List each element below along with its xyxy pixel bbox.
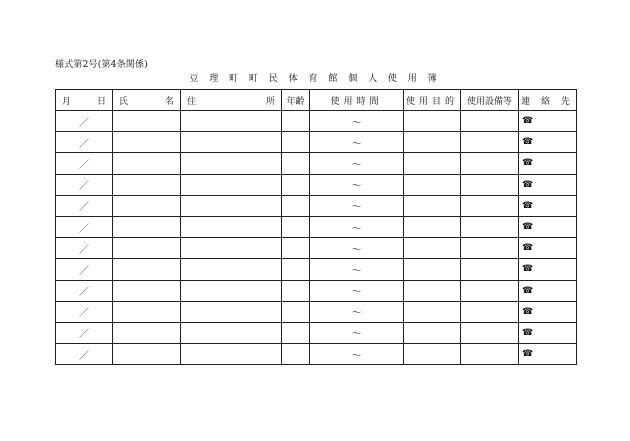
header-contact-label: 連 絡 先	[521, 96, 574, 107]
phone-icon: ☎	[522, 137, 534, 148]
time-separator: ～	[351, 308, 362, 320]
date-separator: ／	[79, 308, 89, 320]
contact-cell[interactable]	[519, 153, 577, 174]
table-row	[56, 322, 577, 343]
header-purpose	[404, 90, 461, 111]
time-separator: ～	[351, 265, 362, 277]
header-address-second: 所	[265, 96, 275, 107]
date-separator: ／	[79, 181, 89, 193]
date-cell[interactable]	[56, 153, 113, 174]
time-cell[interactable]	[310, 344, 404, 365]
date-separator: ／	[79, 287, 89, 299]
date-separator: ／	[79, 138, 89, 150]
header-date-month: 月	[62, 96, 72, 107]
date-cell[interactable]	[56, 259, 113, 280]
contact-cell[interactable]	[519, 280, 577, 301]
name-cell[interactable]	[113, 238, 181, 259]
age-cell[interactable]	[282, 132, 310, 153]
address-cell[interactable]	[181, 153, 282, 174]
contact-cell[interactable]	[519, 344, 577, 365]
table-row	[56, 111, 577, 132]
time-separator: ～	[351, 350, 362, 362]
age-cell[interactable]	[282, 259, 310, 280]
name-cell[interactable]	[113, 153, 181, 174]
name-cell[interactable]	[113, 322, 181, 343]
date-cell[interactable]	[56, 111, 113, 132]
header-name-given: 名	[164, 96, 174, 107]
date-cell[interactable]	[56, 195, 113, 216]
address-cell[interactable]	[181, 280, 282, 301]
date-cell[interactable]	[56, 174, 113, 195]
header-equipment	[461, 90, 519, 111]
phone-icon: ☎	[522, 349, 534, 360]
age-cell[interactable]	[282, 301, 310, 322]
address-cell[interactable]	[181, 344, 282, 365]
header-address-first: 住	[187, 96, 197, 107]
time-cell[interactable]	[310, 238, 404, 259]
date-separator: ／	[79, 117, 89, 129]
date-cell[interactable]	[56, 280, 113, 301]
contact-cell[interactable]	[519, 132, 577, 153]
name-cell[interactable]	[113, 132, 181, 153]
phone-icon: ☎	[522, 306, 534, 317]
table-row	[56, 301, 577, 322]
phone-icon: ☎	[522, 243, 534, 254]
time-separator: ～	[351, 202, 362, 214]
purpose-cell[interactable]	[404, 153, 461, 174]
equipment-cell[interactable]	[461, 216, 519, 237]
header-row	[56, 90, 577, 111]
date-separator: ／	[79, 159, 89, 171]
age-cell[interactable]	[282, 238, 310, 259]
address-cell[interactable]	[181, 238, 282, 259]
date-cell[interactable]	[56, 216, 113, 237]
time-cell[interactable]	[310, 259, 404, 280]
header-age-label: 年齢	[286, 96, 305, 107]
time-cell[interactable]	[310, 216, 404, 237]
register-body	[56, 111, 577, 365]
address-cell[interactable]	[181, 132, 282, 153]
date-cell[interactable]	[56, 132, 113, 153]
age-cell[interactable]	[282, 280, 310, 301]
contact-cell[interactable]	[519, 259, 577, 280]
age-cell[interactable]	[282, 216, 310, 237]
phone-icon: ☎	[522, 200, 534, 211]
phone-icon: ☎	[522, 179, 534, 190]
time-cell[interactable]	[310, 280, 404, 301]
header-equipment-label: 使用設備等	[466, 96, 512, 107]
equipment-cell[interactable]	[461, 301, 519, 322]
date-cell[interactable]	[56, 238, 113, 259]
header-time	[310, 90, 404, 111]
name-cell[interactable]	[113, 280, 181, 301]
contact-cell[interactable]	[519, 216, 577, 237]
phone-icon: ☎	[522, 158, 534, 169]
date-separator: ／	[79, 223, 89, 235]
equipment-cell[interactable]	[461, 195, 519, 216]
time-cell[interactable]	[310, 111, 404, 132]
date-cell[interactable]	[56, 322, 113, 343]
address-cell[interactable]	[181, 301, 282, 322]
age-cell[interactable]	[282, 195, 310, 216]
date-separator: ／	[79, 244, 89, 256]
equipment-cell[interactable]	[461, 322, 519, 343]
name-cell[interactable]	[113, 195, 181, 216]
table-row	[56, 132, 577, 153]
time-cell[interactable]	[310, 174, 404, 195]
table-row	[56, 259, 577, 280]
contact-cell[interactable]	[519, 174, 577, 195]
table-row	[56, 174, 577, 195]
purpose-cell[interactable]	[404, 259, 461, 280]
age-cell[interactable]	[282, 111, 310, 132]
contact-cell[interactable]	[519, 238, 577, 259]
purpose-cell[interactable]	[404, 280, 461, 301]
document-title: 豆 理 町 町 民 体 育 館 個 人 使 用 簿	[189, 74, 441, 84]
time-separator: ～	[351, 223, 362, 235]
equipment-cell[interactable]	[461, 174, 519, 195]
time-separator: ～	[351, 181, 362, 193]
purpose-cell[interactable]	[404, 322, 461, 343]
equipment-cell[interactable]	[461, 111, 519, 132]
name-cell[interactable]	[113, 259, 181, 280]
time-separator: ～	[351, 138, 362, 150]
table-row	[56, 344, 577, 365]
name-cell[interactable]	[113, 174, 181, 195]
age-cell[interactable]	[282, 153, 310, 174]
form-label: 様式第2号(第4条関係)	[55, 60, 148, 70]
name-cell[interactable]	[113, 344, 181, 365]
time-cell[interactable]	[310, 301, 404, 322]
phone-icon: ☎	[522, 222, 534, 233]
address-cell[interactable]	[181, 174, 282, 195]
header-name-family: 氏	[119, 96, 129, 107]
equipment-cell[interactable]	[461, 132, 519, 153]
header-name	[113, 90, 181, 111]
time-cell[interactable]	[310, 132, 404, 153]
time-cell[interactable]	[310, 195, 404, 216]
purpose-cell[interactable]	[404, 344, 461, 365]
purpose-cell[interactable]	[404, 301, 461, 322]
time-separator: ～	[351, 244, 362, 256]
age-cell[interactable]	[282, 344, 310, 365]
name-cell[interactable]	[113, 216, 181, 237]
phone-icon: ☎	[522, 264, 534, 275]
age-cell[interactable]	[282, 322, 310, 343]
header-time-label: 使用時間	[330, 96, 383, 107]
header-age	[282, 90, 310, 111]
purpose-cell[interactable]	[404, 111, 461, 132]
address-cell[interactable]	[181, 259, 282, 280]
date-cell[interactable]	[56, 344, 113, 365]
purpose-cell[interactable]	[404, 195, 461, 216]
equipment-cell[interactable]	[461, 280, 519, 301]
date-separator: ／	[79, 329, 89, 341]
equipment-cell[interactable]	[461, 238, 519, 259]
phone-icon: ☎	[522, 285, 534, 296]
contact-cell[interactable]	[519, 322, 577, 343]
table-row	[56, 153, 577, 174]
table-row	[56, 280, 577, 301]
time-separator: ～	[351, 117, 362, 129]
header-date	[56, 90, 113, 111]
time-cell[interactable]	[310, 322, 404, 343]
purpose-cell[interactable]	[404, 174, 461, 195]
name-cell[interactable]	[113, 301, 181, 322]
header-contact	[519, 90, 577, 111]
address-cell[interactable]	[181, 322, 282, 343]
date-cell[interactable]	[56, 301, 113, 322]
table-row	[56, 195, 577, 216]
date-separator: ／	[79, 350, 89, 362]
time-separator: ～	[351, 287, 362, 299]
time-separator: ～	[351, 329, 362, 341]
age-cell[interactable]	[282, 174, 310, 195]
contact-cell[interactable]	[519, 195, 577, 216]
contact-cell[interactable]	[519, 111, 577, 132]
table-row	[56, 216, 577, 237]
equipment-cell[interactable]	[461, 344, 519, 365]
phone-icon: ☎	[522, 116, 534, 127]
equipment-cell[interactable]	[461, 153, 519, 174]
header-address	[181, 90, 282, 111]
address-cell[interactable]	[181, 195, 282, 216]
usage-register-table	[55, 89, 577, 365]
purpose-cell[interactable]	[404, 216, 461, 237]
name-cell[interactable]	[113, 111, 181, 132]
header-purpose-label: 使用目的	[405, 96, 458, 107]
purpose-cell[interactable]	[404, 238, 461, 259]
address-cell[interactable]	[181, 111, 282, 132]
table-row	[56, 238, 577, 259]
date-separator: ／	[79, 265, 89, 277]
equipment-cell[interactable]	[461, 259, 519, 280]
header-date-day: 日	[96, 96, 106, 107]
address-cell[interactable]	[181, 216, 282, 237]
time-cell[interactable]	[310, 153, 404, 174]
phone-icon: ☎	[522, 327, 534, 338]
purpose-cell[interactable]	[404, 132, 461, 153]
date-separator: ／	[79, 202, 89, 214]
contact-cell[interactable]	[519, 301, 577, 322]
time-separator: ～	[351, 159, 362, 171]
